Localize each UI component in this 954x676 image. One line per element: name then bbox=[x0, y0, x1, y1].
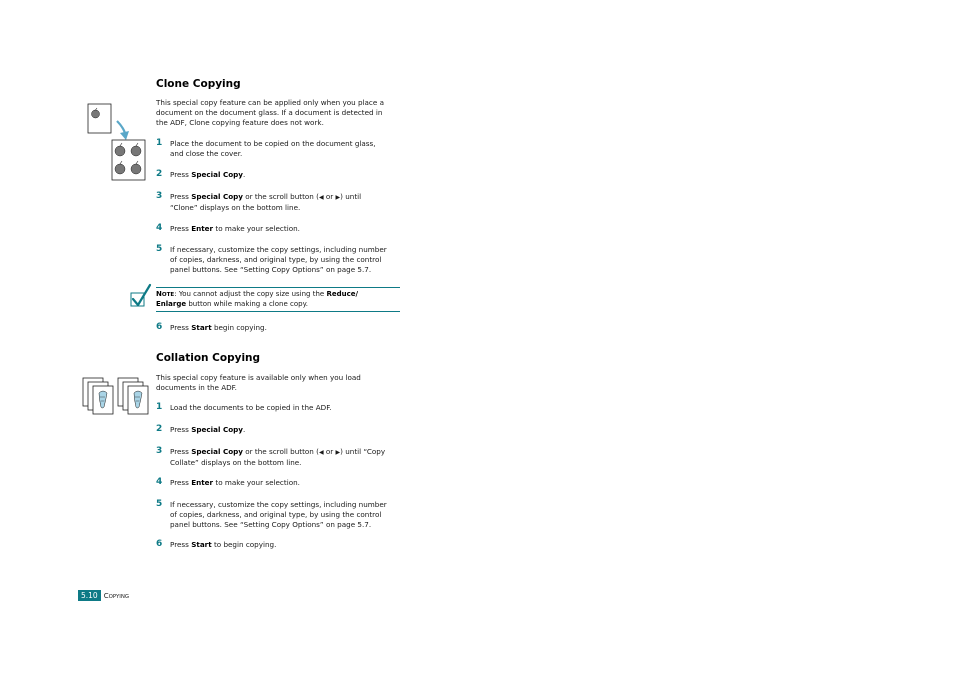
collation-step-1: Load the documents to be copied in the ADF. bbox=[170, 403, 332, 412]
collation-step-3-number: 3 bbox=[156, 446, 163, 456]
clone-step-1-number: 1 bbox=[156, 138, 163, 148]
clone-step-2-number: 2 bbox=[156, 169, 163, 179]
scroll-left-icon: ◀ bbox=[318, 194, 324, 201]
clone-step-4-number: 4 bbox=[156, 223, 163, 233]
scroll-left-icon: ◀ bbox=[318, 449, 324, 456]
clone-step-3-number: 3 bbox=[156, 191, 163, 201]
collation-step-4-number: 4 bbox=[156, 477, 163, 487]
page-footer bbox=[78, 590, 129, 601]
scroll-right-icon: ▶ bbox=[335, 449, 341, 456]
clone-step-3: Press Special Copy or the scroll button (◀ or ▶) until “Clone” displays on the bottom line. bbox=[170, 192, 362, 212]
collation-step-4: Press Enter to make your selection. bbox=[170, 478, 300, 487]
collation-step-5: If necessary, customize the copy settings, including number of copies, darkness, and original type, by using the control panel buttons. See “Setting Copy Options” on page 5.7. bbox=[170, 500, 387, 529]
note-top-rule bbox=[156, 287, 400, 288]
clone-step-1: Place the document to be copied on the document glass, and close the cover. bbox=[170, 139, 376, 158]
collation-step-6-number: 6 bbox=[156, 539, 163, 549]
collation-copy-illustration bbox=[80, 375, 156, 417]
clone-step-6-number: 6 bbox=[156, 322, 163, 332]
page-number: 5.10 bbox=[78, 590, 101, 601]
clone-step-5-number: 5 bbox=[156, 244, 163, 254]
clone-note: NOTE: You cannot adjust the copy size using the Reduce/ Enlarge button while making a clone copy. bbox=[156, 290, 359, 308]
note-checkmark-icon bbox=[128, 283, 154, 309]
collation-step-1-number: 1 bbox=[156, 402, 163, 412]
scroll-right-icon: ▶ bbox=[335, 194, 341, 201]
clone-step-6: Press Start begin copying. bbox=[170, 323, 267, 332]
collation-step-3: Press Special Copy or the scroll button (◀ or ▶) until “Copy Collate” displays on the bottom line. bbox=[170, 447, 386, 467]
clone-copy-illustration bbox=[86, 103, 148, 183]
collation-step-5-number: 5 bbox=[156, 499, 163, 509]
chapter-title: COPYING bbox=[103, 591, 130, 600]
collation-intro: This special copy feature is available only when you load documents in the ADF. bbox=[156, 373, 361, 392]
clone-copying-heading: Clone Copying bbox=[156, 78, 241, 90]
collation-copying-heading: Collation Copying bbox=[156, 352, 261, 364]
clone-step-4: Press Enter to make your selection. bbox=[170, 224, 300, 233]
note-bottom-rule bbox=[156, 311, 400, 312]
collation-step-2: Press Special Copy. bbox=[170, 425, 246, 434]
clone-step-2: Press Special Copy. bbox=[170, 170, 246, 179]
clone-step-5: If necessary, customize the copy settings, including number of copies, darkness, and original type, by using the control panel buttons. See “Setting Copy Options” on page 5.7. bbox=[170, 245, 387, 274]
collation-step-2-number: 2 bbox=[156, 424, 163, 434]
clone-intro: This special copy feature can be applied only when you place a document on the document glass. If a document is detected in the ADF, Clone copying feature does not work. bbox=[156, 98, 384, 127]
collation-step-6: Press Start to begin copying. bbox=[170, 540, 277, 549]
